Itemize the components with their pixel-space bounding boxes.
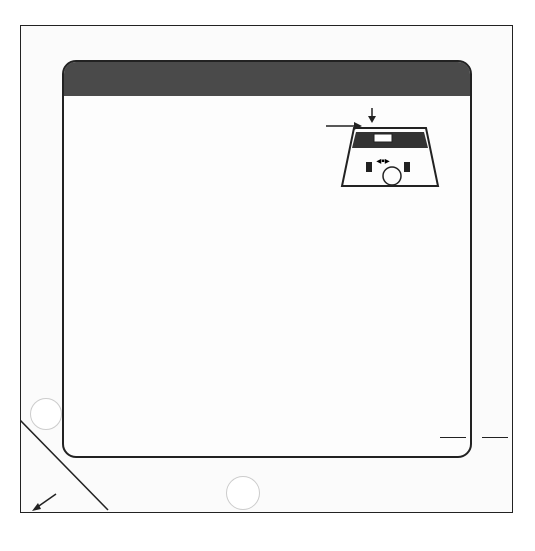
dez-year — [440, 437, 466, 438]
month-dez-14-right — [476, 437, 514, 438]
month-dez-14-left — [434, 437, 472, 438]
punch-hole-month-7 — [226, 476, 260, 510]
windshield-diagram-icon — [326, 106, 446, 196]
dez-year — [482, 437, 508, 438]
revenue-banner — [64, 62, 470, 96]
peel-arrow-icon — [30, 492, 60, 512]
info-panel — [62, 60, 472, 458]
svg-text:◂▪▸: ◂▪▸ — [376, 156, 390, 167]
punch-hole-day-31 — [30, 398, 62, 430]
